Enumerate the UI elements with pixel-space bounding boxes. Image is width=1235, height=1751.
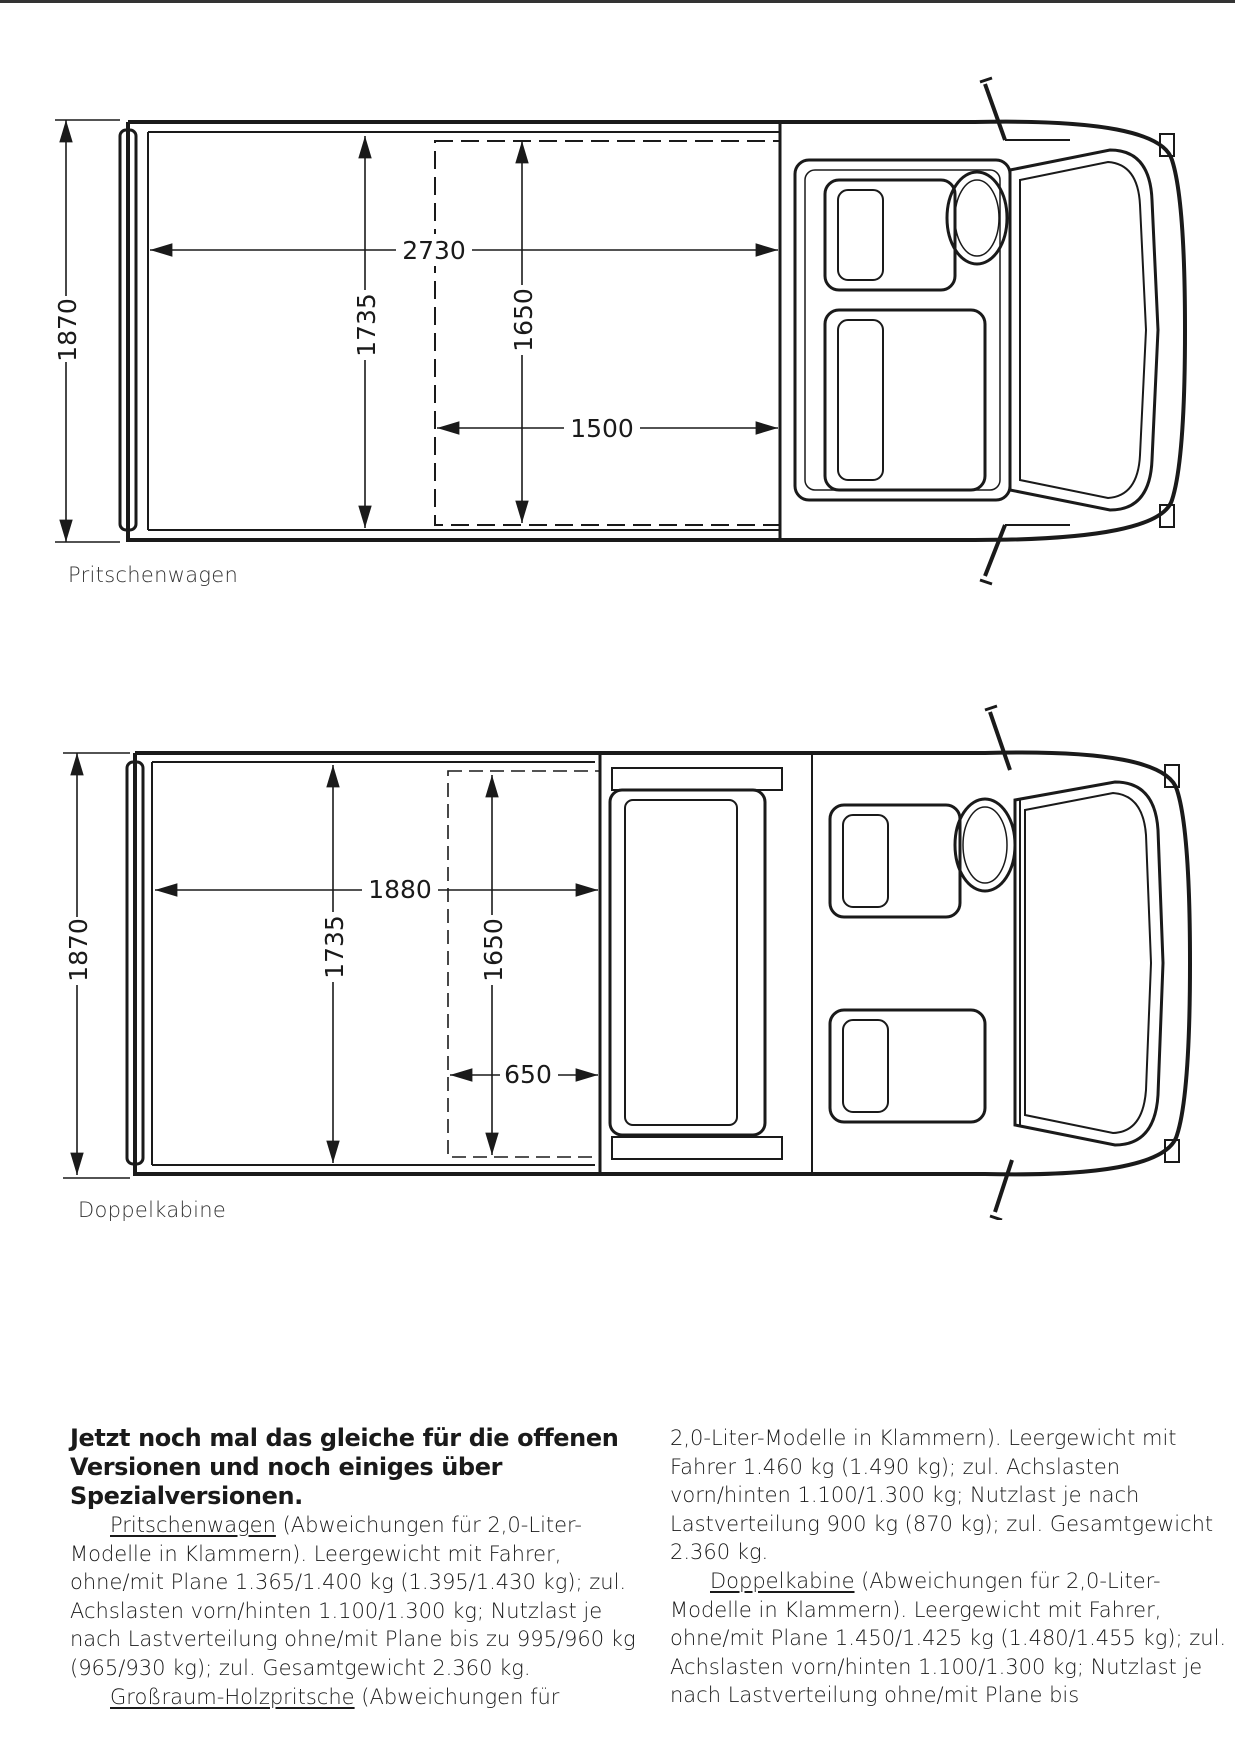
body-pritschenwagen: (Abweichungen für 2,0-Liter-Modelle in Klammern). Leergewicht mit Fahrer, ohne/mit Plane 1.365/1.400 kg (1.395/1.430 kg); zul. Achslasten vorn/hinten 1.100/1.300 kg; Nutzlast je nach Lastverteilung ohne/mit Plane bis zu 995/960 kg (965/930 kg); zul. Gesamtgewicht 2.360 kg. xyxy=(70,1513,636,1680)
dim-1735-top: 1735 xyxy=(352,293,381,357)
diagram-pritschenwagen xyxy=(0,70,1235,590)
caption-doppelkabine: Doppelkabine xyxy=(78,1198,227,1222)
dim-1880: 1880 xyxy=(368,875,432,904)
paragraph-pritschenwagen xyxy=(70,1511,645,1683)
caption-pritschenwagen: Pritschenwagen xyxy=(68,563,239,587)
dim-1735-bottom: 1735 xyxy=(320,915,349,979)
dim-1500: 1500 xyxy=(570,414,634,443)
paragraph-doppelkabine xyxy=(670,1567,1230,1710)
text-column-left xyxy=(70,1424,645,1711)
top-rule xyxy=(0,0,1235,3)
term-doppelkabine: Doppelkabine xyxy=(710,1568,855,1593)
body-doppelkabine: (Abweichungen für 2,0-Liter-Modelle in Klammern). Leergewicht mit Fahrer, ohne/mit Plane 1.450/1.425 kg (1.480/1.455 kg); zul. Achslasten vorn/hinten 1.100/1.300 kg; Nutzlast je nach Lastverteilung ohne/mit Plane bis xyxy=(670,1568,1227,1708)
dim-1870-top: 1870 xyxy=(53,298,82,362)
paragraph-holzpritsche-cont: 2,0-Liter-Modelle in Klammern). Leergewicht mit Fahrer 1.460 kg (1.490 kg); zul. Achslasten vorn/hinten 1.100/1.300 kg; Nutzlast je nach Lastverteilung 900 kg (870 kg); zul. Gesamtgewicht 2.360 kg. xyxy=(670,1426,1214,1565)
dim-1650-bottom: 1650 xyxy=(479,918,508,982)
section-heading: Jetzt noch mal das gleiche für die offenen Versionen und noch einiges über Spezialversionen. xyxy=(70,1424,619,1510)
body-holzpritsche-start: (Abweichungen für xyxy=(354,1684,560,1709)
paragraph-holzpritsche-start xyxy=(70,1683,645,1712)
term-holzpritsche: Großraum-Holzpritsche xyxy=(110,1684,355,1709)
dim-1870-bottom: 1870 xyxy=(64,918,93,982)
text-column-right xyxy=(670,1424,1230,1710)
dim-1650-top: 1650 xyxy=(509,288,538,352)
term-pritschenwagen: Pritschenwagen xyxy=(110,1513,276,1537)
dim-2730: 2730 xyxy=(402,236,466,265)
diagram-doppelkabine xyxy=(0,700,1235,1220)
dim-650: 650 xyxy=(504,1060,552,1089)
